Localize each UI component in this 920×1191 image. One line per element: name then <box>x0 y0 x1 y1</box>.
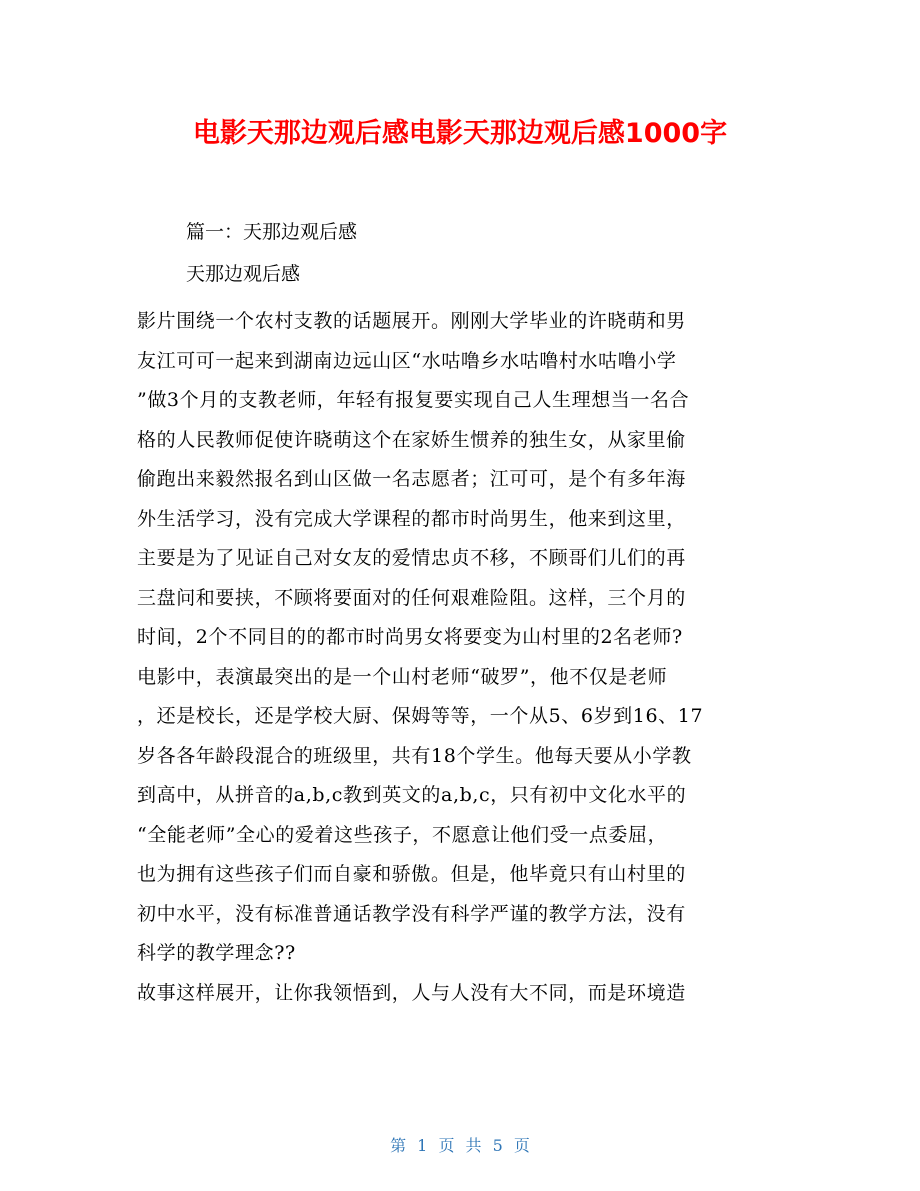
document-title: 电影天那边观后感电影天那边观后感1000字 <box>192 118 728 149</box>
body-line: 偷跑出来毅然报名到山区做一名志愿者；江可可，是个有多年海 <box>137 468 686 490</box>
body-line: 三盘问和要挟，不顾将要面对的任何艰难险阻。这样，三个月的 <box>137 586 686 609</box>
body-line: 格的人民教师促使许晓萌这个在家娇生惯养的独生女，从家里偷 <box>137 428 686 451</box>
body-line: 主要是为了见证自己对女友的爱情忠贞不移，不顾哥们儿们的再 <box>137 547 686 569</box>
body-line: ”做3个月的支教老师，年轻有报复要实现自己人生理想当一名合 <box>137 389 690 411</box>
body-line: 电影中，表演最突出的是一个山村老师“破罗”，他不仅是老师 <box>137 665 668 688</box>
body-line: 岁各各年龄段混合的班级里，共有18个学生。他每天要从小学教 <box>137 744 692 767</box>
body-line: ，还是校长，还是学校大厨、保姆等等，一个从5、6岁到16、17 <box>137 705 704 727</box>
body-line: “全能老师”全心的爱着这些孩子，不愿意让他们受一点委屈， <box>137 823 668 846</box>
body-line: 故事这样展开，让你我领悟到，人与人没有大不同，而是环境造 <box>137 981 686 1004</box>
section-heading: 篇一：天那边观后感 <box>186 221 358 243</box>
body-line: 影片围绕一个农村支教的话题展开。刚刚大学毕业的许晓萌和男 <box>137 310 686 332</box>
body-line: 外生活学习，没有完成大学课程的都市时尚男生，他来到这里， <box>137 507 686 530</box>
body-line: 科学的教学理念?? <box>137 942 296 964</box>
body-line: 初中水平，没有标准普通话教学没有科学严谨的教学方法，没有 <box>137 902 686 925</box>
body-line: 时间，2个不同目的的都市时尚男女将要变为山村里的2名老师? <box>137 626 683 648</box>
body-line: 友江可可一起来到湖南边远山区“水咕噜乡水咕噜村水咕噜小学 <box>137 349 677 372</box>
body-line: 到高中，从拼音的a,b,c教到英文的a,b,c，只有初中文化水平的 <box>137 784 687 806</box>
page-number-footer: 第 1 页 共 5 页 <box>390 1136 530 1155</box>
body-text <box>137 302 777 1013</box>
body-line: 也为拥有这些孩子们而自豪和骄傲。但是，他毕竟只有山村里的 <box>137 863 686 885</box>
subheading: 天那边观后感 <box>186 263 301 285</box>
